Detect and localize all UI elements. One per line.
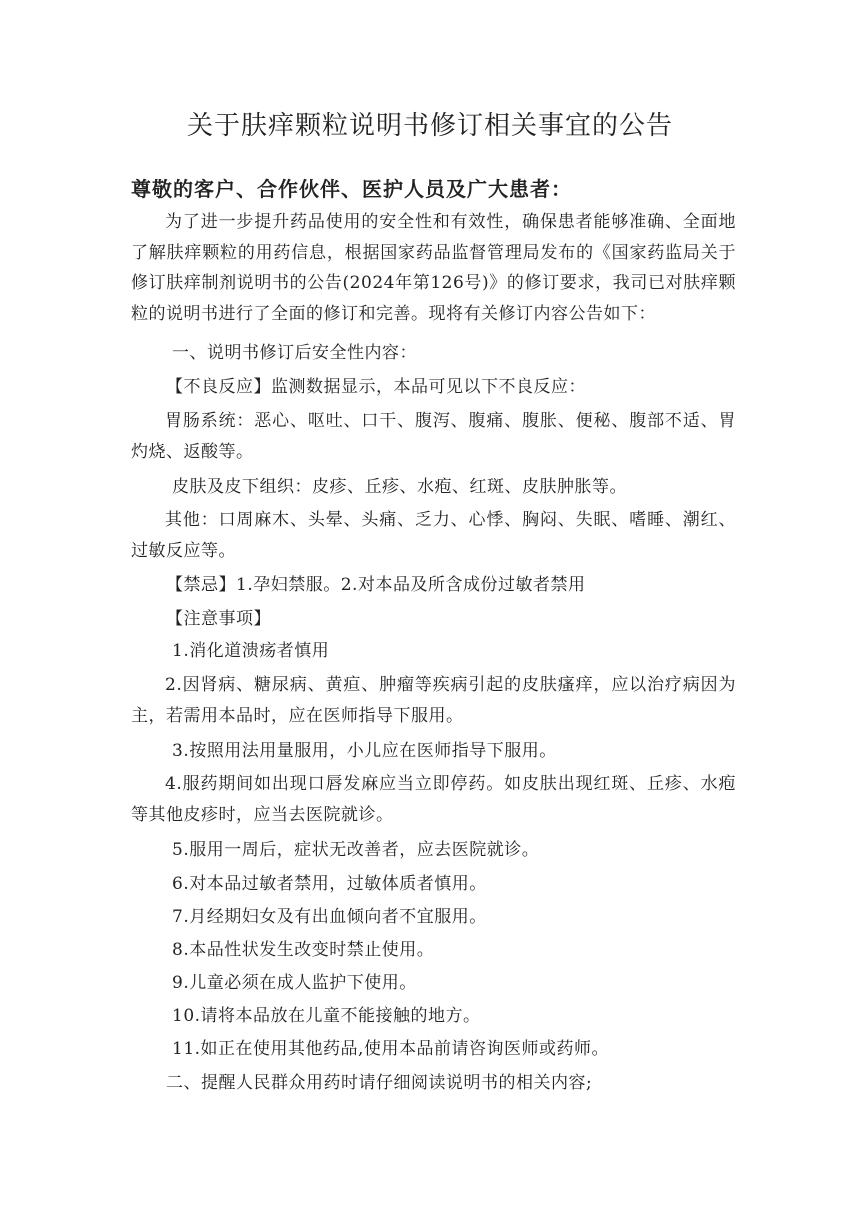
skin-system-line: 皮肤及皮下组织：皮疹、丘疹、水疱、红斑、皮肤肿胀等。 (172, 477, 627, 497)
precaution-item: 8.本品性状发生改变时禁止使用。 (172, 940, 435, 960)
precautions-heading: 【注意事项】 (166, 609, 271, 629)
adverse-reactions-line: 【不良反应】监测数据显示，本品可见以下不良反应： (166, 377, 586, 397)
section-2-heading: 二、提醒人民群众用药时请仔细阅读说明书的相关内容; (166, 1073, 593, 1093)
precaution-item: 3.按照用法用量服用，小儿应在医师指导下服用。 (172, 741, 557, 761)
precaution-item: 6.对本品过敏者禁用，过敏体质者慎用。 (172, 874, 487, 894)
precaution-item: 1.消化道溃疡者慎用 (172, 641, 330, 661)
precaution-item: 5.服用一周后，症状无改善者，应去医院就诊。 (172, 840, 540, 860)
gi-system-paragraph: 胃肠系统：恶心、呕吐、口干、腹泻、腹痛、腹胀、便秘、腹部不适、胃灼烧、返酸等。 (131, 411, 736, 462)
document-title: 关于肤痒颗粒说明书修订相关事宜的公告 (186, 111, 673, 141)
precaution-item: 2.因肾病、糖尿病、黄疸、肿瘤等疾病引起的皮肤瘙痒，应以治疗病因为主，若需用本品时，应在医师指导下服用。 (131, 675, 736, 726)
precaution-item: 9.儿童必须在成人监护下使用。 (172, 973, 417, 993)
precaution-item: 11.如正在使用其他药品,使用本品前请咨询医师或药师。 (172, 1039, 609, 1059)
precaution-item: 7.月经期妇女及有出血倾向者不宜服用。 (172, 907, 487, 927)
intro-paragraph: 为了进一步提升药品使用的安全性和有效性，确保患者能够准确、全面地了解肤痒颗粒的用药信息，根据国家药品监督管理局发布的《国家药监局关于修订肤痒制剂说明书的公告(2024年第126号)》的修订要求，我司已对肤痒颗粒的说明书进行了全面的修订和完善。现将有关修订内容公告如下： (131, 212, 736, 324)
precaution-item: 10.请将本品放在儿童不能接触的地方。 (172, 1006, 481, 1026)
other-reactions-paragraph: 其他：口周麻木、头晕、头痛、乏力、心悸、胸闷、失眠、嗜睡、潮红、过敏反应等。 (131, 510, 736, 561)
contraindications-line: 【禁忌】1.孕妇禁服。2.对本品及所含成份过敏者禁用 (166, 575, 586, 595)
section-1-heading: 一、说明书修订后安全性内容： (172, 343, 417, 363)
precaution-item: 4.服药期间如出现口唇发麻应当立即停药。如皮肤出现红斑、丘疹、水疱等其他皮疹时，应当去医院就诊。 (131, 774, 736, 825)
salutation: 尊敬的客户、合作伙伴、医护人员及广大患者： (131, 177, 572, 201)
